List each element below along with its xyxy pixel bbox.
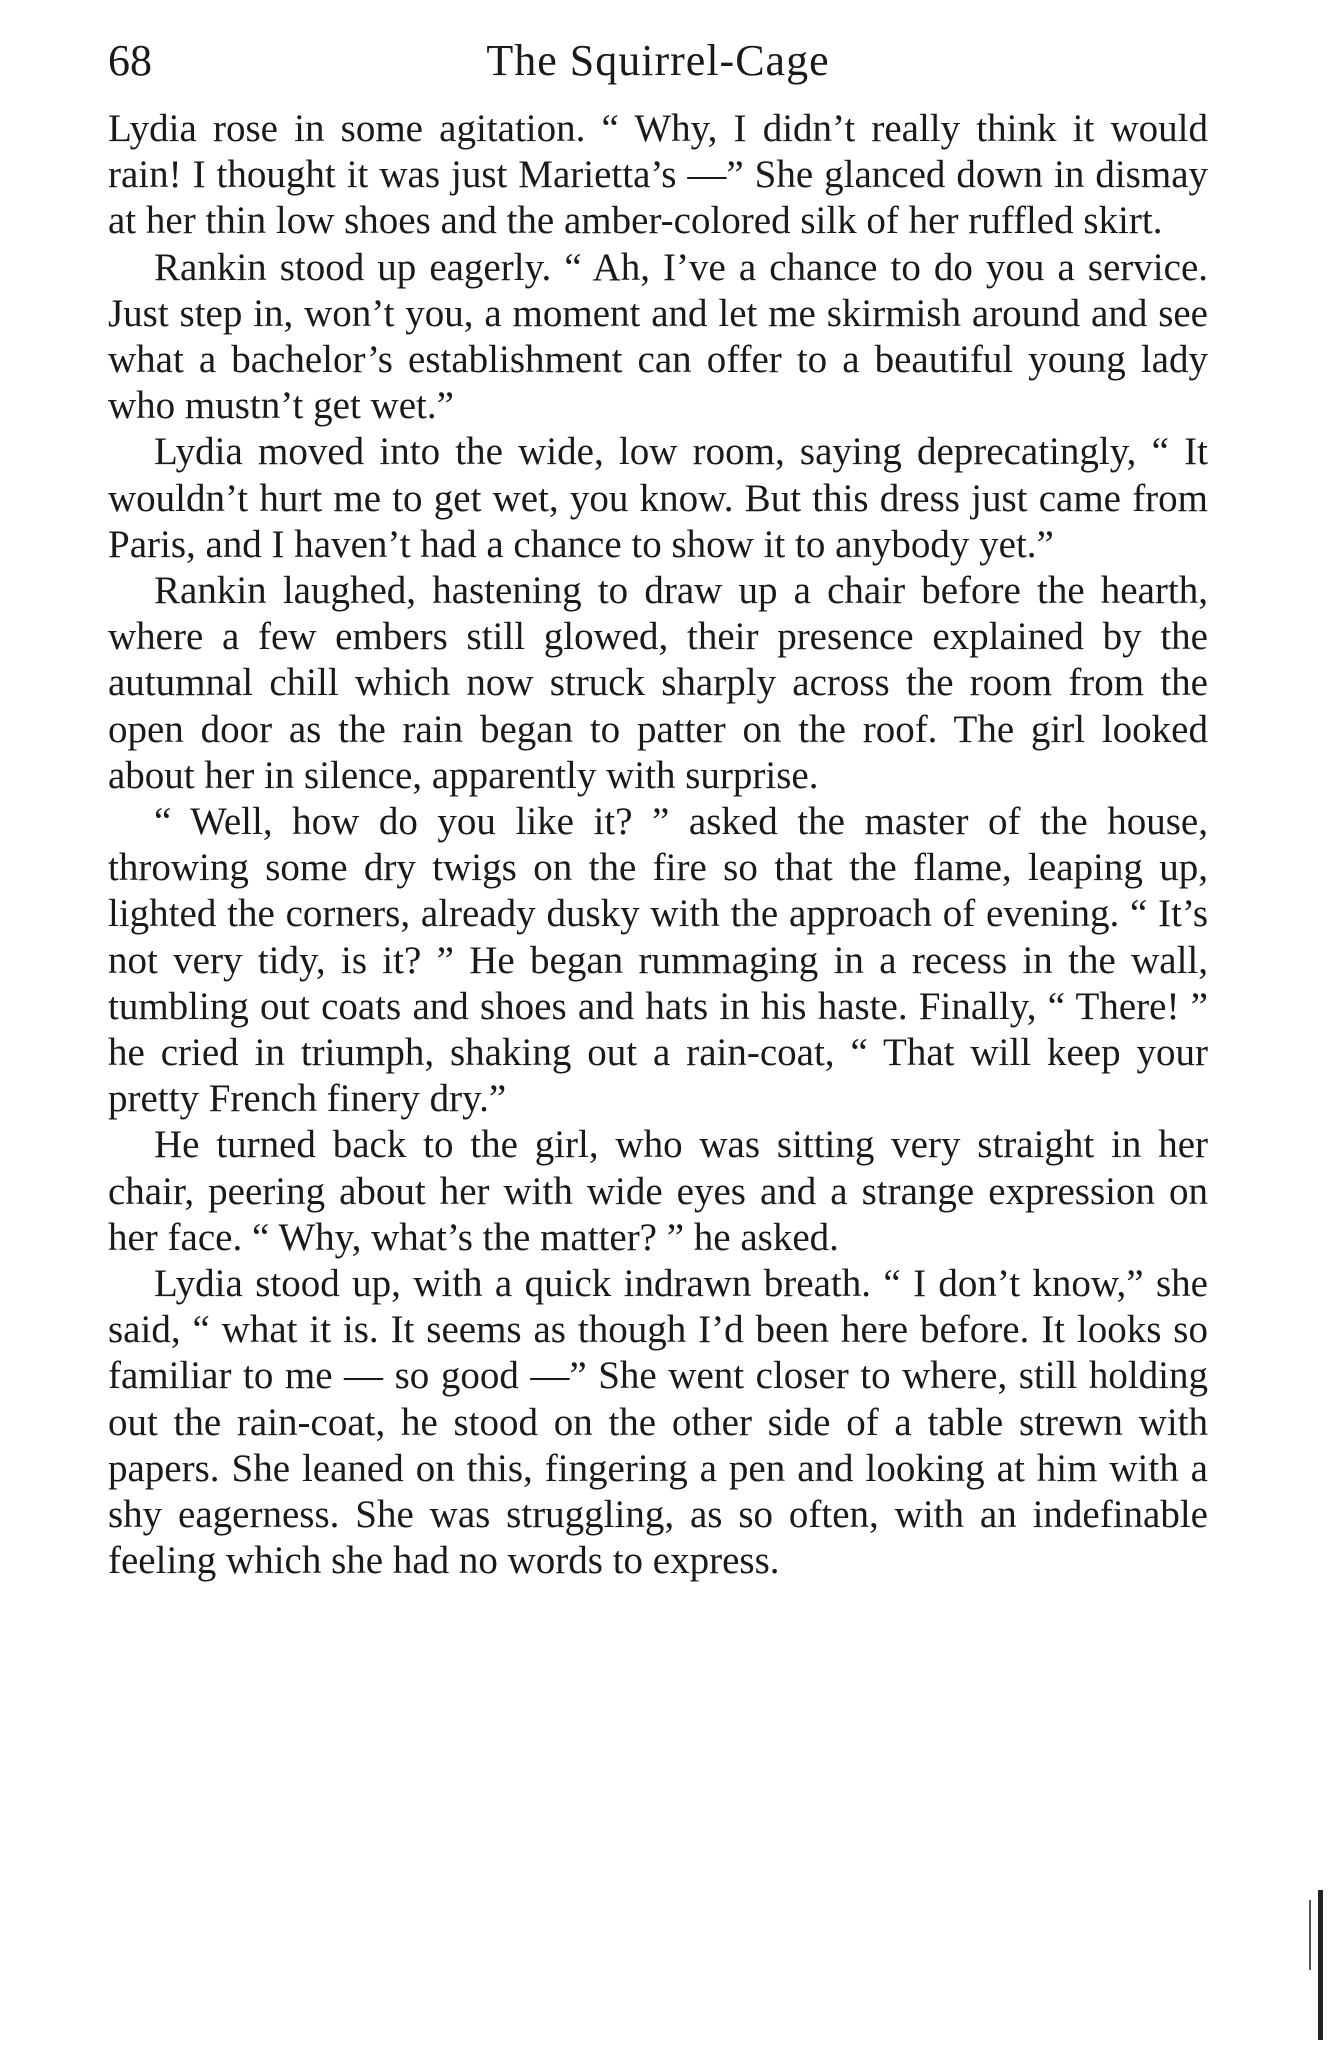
running-head — [108, 22, 1208, 100]
binding-edge-mark-thin — [1309, 1900, 1311, 1970]
paragraph-rankin-laughed: Rankin laughed, hastening to draw up a chair before the hearth, where a few embers still glowed, their presence explained by the autumnal chill which now struck sharply across the room from the open door as the rain began to patter on the roof. The girl looked about her in silence, apparently with surprise. — [108, 569, 1208, 797]
paragraph-rankin-stood: Rankin stood up eagerly. “ Ah, I’ve a chance to do you a service. Just step in, won’t you, a moment and let me skirmish around and see what a bachelor’s establishment can offer to a beautiful young lady who mustn’t get wet.” — [108, 245, 1208, 428]
paragraph-lydia-rose: Lydia rose in some agitation. “ Why, I didn’t really think it would rain! I thought it was just Marietta’s —” She glanced down in dismay at her thin low shoes and the amber-colored silk of her ruffled skirt. — [108, 107, 1208, 243]
paragraph-lydia-moved: Lydia moved into the wide, low room, saying deprecatingly, “ It wouldn’t hurt me to get wet, you know. But this dress just came from Paris, and I haven’t had a chance to show it to anybody yet.” — [108, 430, 1208, 566]
paragraph-he-turned-back: He turned back to the girl, who was sitting very straight in her chair, peering about her with wide eyes and a strange expression on her face. “ Why, what’s the matter? ” he asked. — [108, 1123, 1208, 1259]
body-text — [108, 106, 1208, 1585]
paragraph-lydia-stood-up: Lydia stood up, with a quick indrawn breath. “ I don’t know,” she said, “ what it is. It seems as though I’d been here before. It looks so familiar to me — so good —” She went closer to where, still holding out the rain-coat, he stood on the other side of a table strewn with papers. She leaned on this, fingering a pen and looking at him with a shy eagerness. She was struggling, as so often, with an indefinable feeling which she had no words to express. — [108, 1262, 1208, 1583]
binding-edge-mark — [1318, 1890, 1323, 2040]
book-title: The Squirrel-Cage — [486, 36, 830, 85]
page-number: 68 — [108, 36, 152, 85]
paragraph-how-do-you-like-it: “ Well, how do you like it? ” asked the master of the house, throwing some dry twigs on the fire so that the flame, leaping up, lighted the corners, already dusky with the approach of evening. “ It’s not very tidy, is it? ” He began rummaging in a recess in the wall, tumbling out coats and shoes and hats in his haste. Finally, “ There! ” he cried in triumph, shaking out a rain-coat, “ That will keep your pretty French finery dry.” — [108, 800, 1208, 1121]
book-page — [108, 22, 1208, 1585]
